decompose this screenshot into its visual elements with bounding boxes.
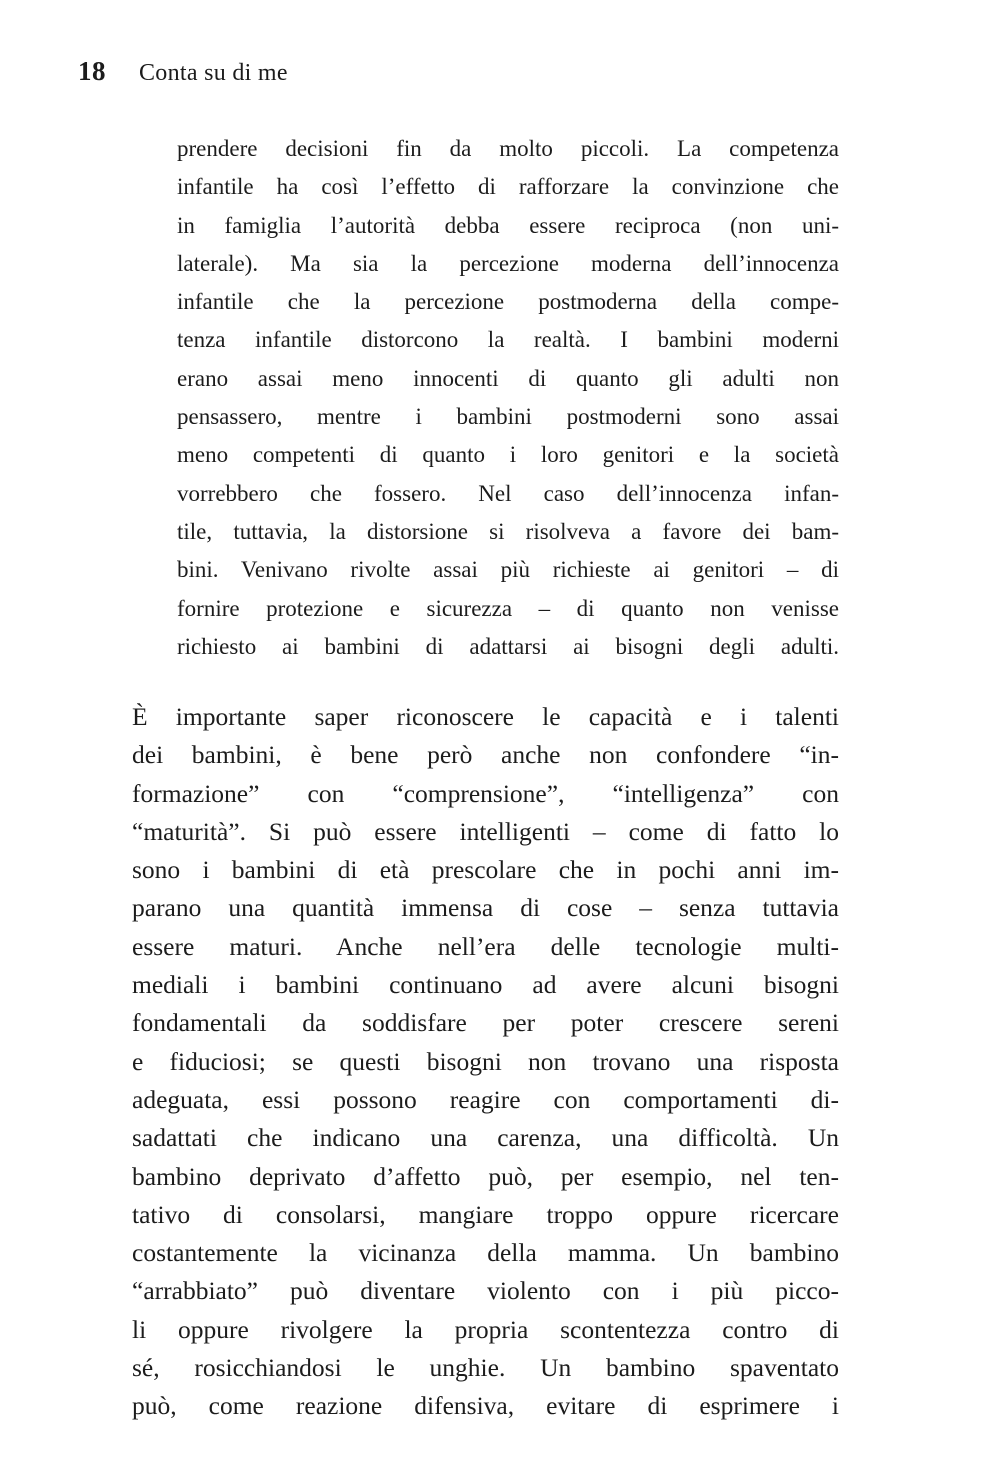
text-line: parano una quantità immensa di cose – senza tuttavia [132, 893, 839, 923]
text-line: li oppure rivolgere la propria scontentezza contro di [132, 1314, 839, 1344]
block-quote-paragraph [177, 130, 839, 666]
text-line: tenza infantile distorcono la realtà. I bambini moderni [177, 327, 839, 353]
text-line: costantemente la vicinanza della mamma. Un bambino [132, 1238, 839, 1268]
text-line: prendere decisioni fin da molto piccoli. La competenza [177, 136, 839, 161]
page-number: 18 [78, 56, 106, 86]
text-line: e fiduciosi; se questi bisogni non trovano una risposta [132, 1046, 839, 1076]
text-line: vorrebbero che fossero. Nel caso dell’innocenza infan- [177, 480, 839, 506]
text-line: fornire protezione e sicurezza – di quanto non venisse [177, 595, 839, 621]
text-line: sono i bambini di età prescolare che in pochi anni im- [132, 855, 839, 885]
text-line: erano assai meno innocenti di quanto gli adulti non [177, 365, 839, 391]
page-header [78, 56, 288, 87]
text-line: laterale). Ma sia la percezione moderna dell’innocenza [177, 250, 839, 276]
text-line: infantile che la percezione postmoderna della compe- [177, 289, 839, 315]
text-line: bambino deprivato d’affetto può, per esempio, nel ten- [132, 1161, 839, 1191]
text-line: fondamentali da soddisfare per poter crescere sereni [132, 1008, 839, 1038]
text-line: formazione” con “comprensione”, “intelligenza” con [132, 778, 839, 808]
text-line: “maturità”. Si può essere intelligenti – come di fatto lo [132, 816, 839, 846]
running-title: Conta su di me [139, 60, 288, 86]
text-line: tile, tuttavia, la distorsione si risolveva a favore dei bam- [177, 518, 839, 544]
text-line: sadattati che indicano una carenza, una difficoltà. Un [132, 1123, 839, 1153]
text-line: È importante saper riconoscere le capacità e i talenti [132, 702, 839, 731]
text-line: bini. Venivano rivolte assai più richieste ai genitori – di [177, 557, 839, 583]
text-line: tativo di consolarsi, mangiare troppo oppure ricercare [132, 1199, 839, 1229]
text-line: pensassero, mentre i bambini postmoderni sono assai [177, 404, 839, 430]
text-line: essere maturi. Anche nell’era delle tecnologie multi- [132, 931, 839, 961]
text-line: dei bambini, è bene però anche non confondere “in- [132, 740, 839, 770]
text-line: adeguata, essi possono reagire con comportamenti di- [132, 1084, 839, 1114]
body-paragraph [132, 698, 839, 1426]
text-line: meno competenti di quanto i loro genitori e la società [177, 442, 839, 468]
text-line: in famiglia l’autorità debba essere reciproca (non uni- [177, 212, 839, 238]
text-line: richiesto ai bambini di adattarsi ai bisogni degli adulti. [177, 633, 839, 659]
text-line: infantile ha così l’effetto di rafforzare la convinzione che [177, 174, 839, 200]
text-line: può, come reazione difensiva, evitare di esprimere i [132, 1391, 839, 1421]
text-line: sé, rosicchiandosi le unghie. Un bambino spaventato [132, 1353, 839, 1383]
text-line: “arrabbiato” può diventare violento con i più picco- [132, 1276, 839, 1306]
text-line: mediali i bambini continuano ad avere alcuni bisogni [132, 970, 839, 1000]
